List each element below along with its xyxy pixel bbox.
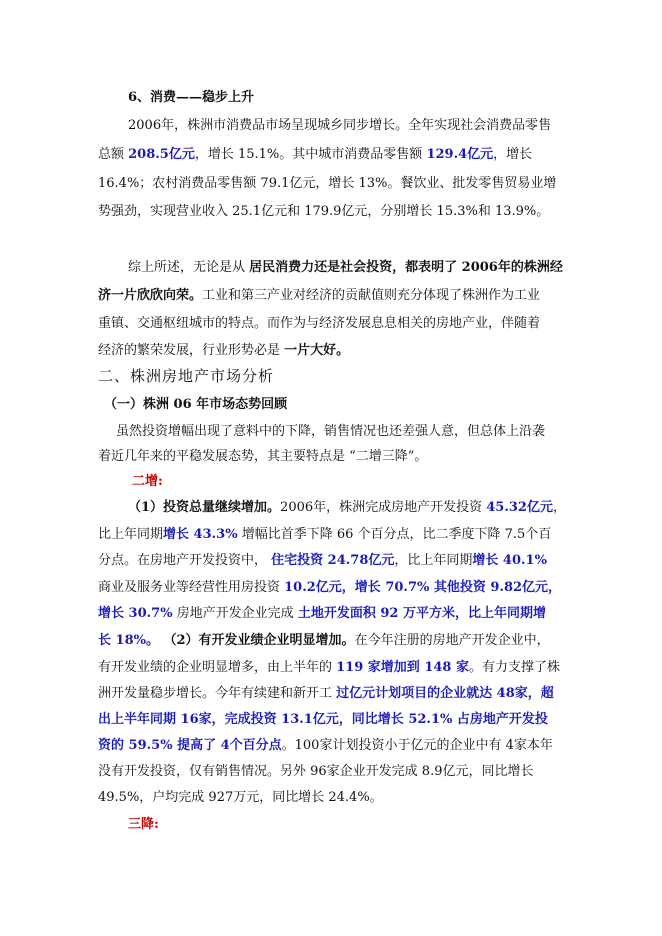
- text-line: 虽然投资增幅出现了意料中的下降，销售情况也还差强人意，但总体上沿袭: [116, 424, 546, 439]
- text-line: 出上半年同期 16家，完成投资 13.1亿元，同比增长 52.1% 占房地产开发投: [98, 712, 548, 727]
- text-line: 经济的繁荣发展，行业形势必是 一片大好。: [98, 343, 350, 358]
- sanjiang-label: 三降:: [128, 817, 159, 832]
- text-line: 总额 208.5亿元，增长 15.1%。其中城市消费品零售额 129.4亿元，增长: [98, 147, 533, 162]
- text-line: 49.5%，户均完成 927万元，同比增长 24.4%。: [98, 790, 383, 805]
- subsection-heading: （一）株洲 06 年市场态势回顾: [104, 397, 288, 412]
- section2-heading: 二、株洲房地产市场分析: [98, 367, 275, 385]
- text-line: 分点。在房地产开发投资中， 住宅投资 24.78亿元，比上年同期增长 40.1%: [98, 553, 547, 568]
- erzeng-label: 二增:: [132, 474, 163, 489]
- section6-heading: 6、消费——稳步上升: [128, 90, 255, 105]
- text-line: 商业及服务业等经营性用房投资 10.2亿元，增长 70.7% 其他投资 9.82亿元，: [98, 580, 562, 595]
- text-line: 济一片欣欣向荣。工业和第三产业对经济的贡献值则充分体现了株洲作为工业: [98, 288, 541, 303]
- text-line: 重镇、交通枢纽城市的特点。而作为与经济发展息息相关的房地产业，伴随着: [98, 316, 541, 331]
- text-line: 着近几年来的平稳发展态势，其主要特点是 “二增三降”。: [98, 449, 428, 464]
- text-line: 增长 30.7% 房地产开发企业完成 土地开发面积 92 万平方米，比上年同期增: [98, 606, 546, 621]
- text-line: 资的 59.5% 提高了 4个百分点。100家计划投资小于亿元的企业中有 4家本年: [98, 738, 553, 753]
- text-line: （1）投资总量继续增加。2006年，株洲完成房地产开发投资 45.32亿元，: [128, 500, 566, 515]
- text-line: 势强劲，实现营业收入 25.1亿元和 179.9亿元，分别增长 15.3%和 13.9%。: [98, 204, 550, 219]
- text-line: 比上年同期增长 43.3% 增幅比首季下降 66 个百分点，比二季度下降 7.5个百: [98, 527, 552, 542]
- text-line: 有开发业绩的企业明显增多，由上半年的 119 家增加到 148 家。有力支撑了株: [98, 660, 561, 675]
- text-line: 16.4%；农村消费品零售额 79.1亿元，增长 13%。餐饮业、批发零售贸易业增: [98, 176, 557, 191]
- text-line: 没有开发投资，仅有销售情况。另外 96家企业开发完成 8.9亿元，同比增长: [98, 764, 534, 779]
- text-line: 2006年，株洲市消费品市场呈现城乡同步增长。全年实现社会消费品零售: [128, 118, 552, 133]
- text-line: 洲开发量稳步增长。今年有续建和新开工 过亿元计划项目的企业就达 48家，超: [98, 686, 554, 701]
- text-line: 长 18%。 （2）有开发业绩企业明显增加。在今年注册的房地产开发企业中，: [98, 633, 550, 648]
- text-line: 综上所述，无论是从 居民消费力还是社会投资，都表明了 2006年的株洲经: [128, 260, 563, 275]
